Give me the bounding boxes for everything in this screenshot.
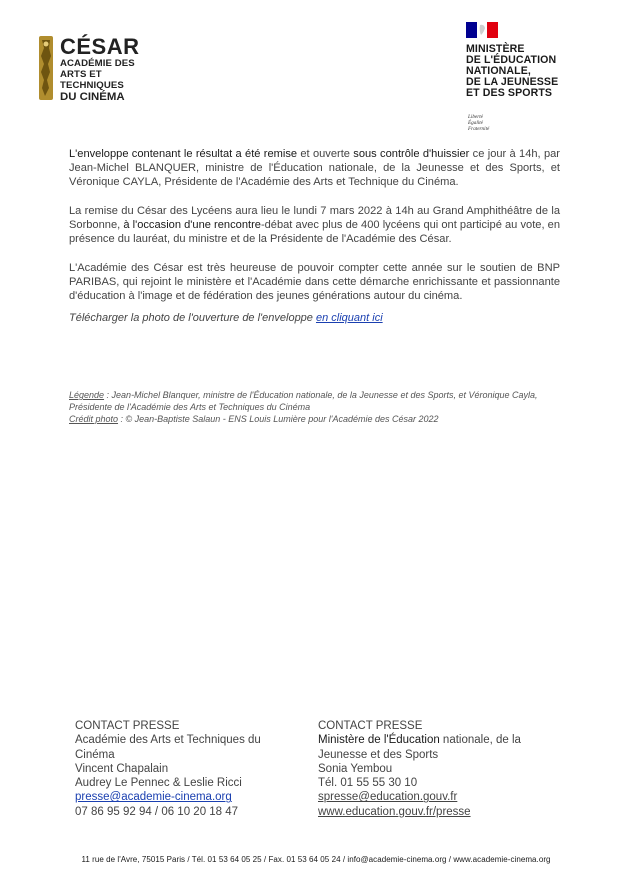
p2-part-b: à l'occasion d'une rencontre [123,219,261,231]
contact-phone: Tél. 01 55 55 30 10 [318,777,418,790]
press-release-body [69,147,560,325]
ministry-line1: MINISTÈRE [466,43,525,55]
download-photo-line [69,311,560,325]
p3-part-a: L'Académie des César est très heureuse de pouvoir compter cette année sur le soutien [69,262,516,274]
p1-part-d: ce jour à 14h, par Jean-Michel BLANQUER, ministre de l'Éducation nationale, de la Jeunesse et des Sports, et Véronique CAYLA, Présidente de l'Académie des Arts et Technique du Cinéma. [69,148,560,188]
contact-email-link[interactable]: presse@academie-cinema.org [75,791,232,804]
cesar-logo-line3: ARTS ET TECHNIQUES [60,69,124,91]
p3-part-f: et de fédération des jeunes générations autour du cinéma. [172,290,463,302]
paragraph-envelope [69,147,560,189]
credit-text: : © Jean-Baptiste Salaun - ENS Louis Lumière pour l'Académie des César 2022 [118,414,439,424]
cesar-statuette-icon [36,36,56,100]
cesar-academy-logo [36,36,146,102]
contact-website-link[interactable]: www.education.gouv.fr/presse [318,805,471,818]
contact-name2: Audrey Le Pennec & Leslie Ricci [75,777,242,790]
paragraph-ceremony [69,204,560,246]
p2-part-a: La remise du César des Lycéens aura lieu le lundi 7 mars 2022 à 14h au Grand Amphithéâtre de la Sorbonne, [69,205,560,231]
p1-part-c: sous contrôle d'huissier [353,148,470,160]
contact-name1: Vincent Chapalain [75,762,169,775]
legend-label: Légende [69,390,105,400]
press-contact-academy [75,719,295,819]
cesar-logo-title: CÉSAR [60,34,140,59]
download-photo-link[interactable]: en cliquant ici [315,312,383,324]
ministry-line2: DE L'ÉDUCATION [466,54,557,66]
credit-line [69,413,569,425]
legend-text: : Jean-Michel Blanquer, ministre de l'Éducation nationale, de la Jeunesse et des Sports, et Véronique Cayla, Présidente de l'Académie des Arts et Techniques du Cinéma [69,390,538,412]
contact-heading: CONTACT PRESSE [75,720,180,732]
p3-part-d: dans cette démarche enrichissante et passionnante [301,276,560,288]
ministry-motto [468,114,489,132]
legend-line [69,389,569,413]
p1-part-b: et ouverte [297,148,354,160]
contact-org-line2: Cinéma [75,748,115,761]
contact-org-line1: Académie des Arts et Techniques du [75,734,261,747]
photo-legend [69,389,569,425]
page-footer: 11 rue de l'Avre, 75015 Paris / Tél. 01 53 64 05 25 / Fax. 01 53 64 05 24 / info@academie-cinema.org / www.academie-cinema.org [81,855,551,864]
marianne-flag-icon [466,22,498,38]
ministry-logo [464,22,584,132]
cesar-logo-line4: DU CINÉMA [60,91,125,103]
p1-part-a: L'enveloppe contenant le résultat a été remise [69,148,298,160]
motto-liberte: Liberté [468,114,483,120]
contact-phone: 07 86 95 92 94 / 06 10 20 18 47 [75,805,239,818]
p3-part-c: et l'Académie [235,276,302,288]
paragraph-sponsor [69,261,560,303]
credit-label: Crédit photo [69,414,119,424]
ministry-line4: DE LA JEUNESSE [466,76,559,88]
ministry-line3: NATIONALE, [466,65,531,77]
contact-org-line2: Jeunesse et des Sports [318,748,439,761]
press-contact-ministry [318,719,553,819]
p3-part-b: de BNP PARIBAS, qui rejoint le ministère [69,262,560,288]
contact-org-line1 [318,733,553,747]
contact-email-link[interactable]: spresse@education.gouv.fr [318,791,458,804]
contact-heading: CONTACT PRESSE [318,720,423,732]
contact-org-strong: Ministère de l'Éducation [318,734,440,747]
contact-org-rest: nationale, de la [439,734,521,747]
motto-egalite: Égalité [468,120,483,126]
p3-part-e: d'éducation à l'image [69,290,173,302]
contact-name: Sonia Yembou [318,762,393,775]
ministry-line5: ET DES SPORTS [466,87,553,99]
download-text: Télécharger la photo de l'ouverture de l'enveloppe [69,312,316,324]
cesar-logo-line2: ACADÉMIE DES [60,58,135,69]
p2-part-c: -débat avec plus de 400 lycéens qui ont participé au vote, en présence du lauréat, du ministre et de la Présidente de l'Académie des César. [69,219,560,245]
motto-fraternite: Fraternité [468,126,490,132]
